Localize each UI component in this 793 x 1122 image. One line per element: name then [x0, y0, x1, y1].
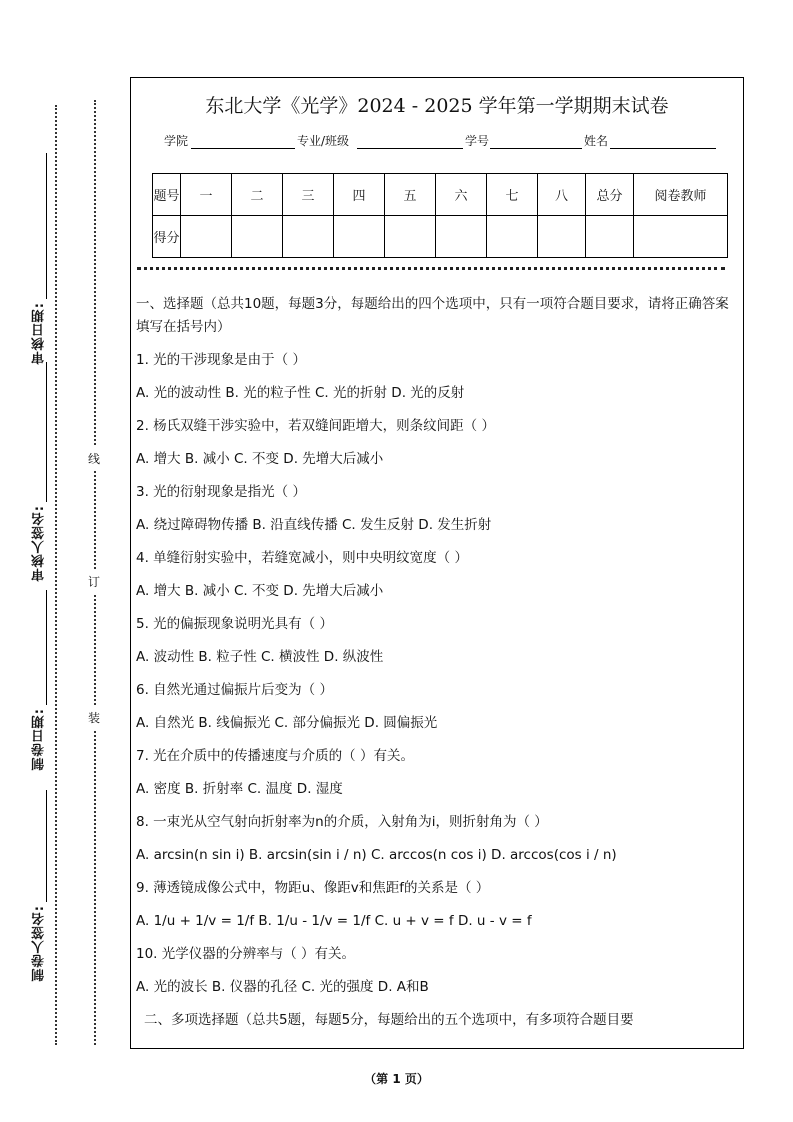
question-10-options: A. 光的波长 B. 仪器的孔径 C. 光的强度 D. A和B [136, 979, 429, 995]
major-label: 专业/班级 [297, 134, 350, 148]
name-field[interactable] [610, 148, 716, 149]
section1-heading: 一、选择题（总共10题，每题3分，每题给出的四个选项中，只有一项符合题目要求，请将正确答案填写在括号内） [136, 296, 729, 335]
col-1: 一 [181, 174, 232, 216]
college-label: 学院 [164, 134, 189, 148]
make-date-label: 制卷日期: [32, 708, 47, 771]
binding-char-order: 订 [88, 570, 100, 593]
col-7: 七 [487, 174, 538, 216]
make-date-line [46, 590, 47, 705]
outer-dotted-line [55, 105, 57, 1045]
score-table-header-row [153, 174, 728, 216]
score-table-score-row [153, 216, 728, 258]
exam-paper [130, 77, 744, 1049]
question-2-options: A. 增大 B. 减小 C. 不变 D. 先增大后减小 [136, 451, 384, 467]
exam-title: 东北大学《光学》2024 - 2025 学年第一学期期末试卷 [205, 95, 669, 117]
maker-sign-line [46, 790, 47, 902]
question-1-options: A. 光的波动性 B. 光的粒子性 C. 光的折射 D. 光的反射 [136, 385, 465, 401]
col-grader: 阅卷教师 [634, 174, 728, 216]
question-10: 10. 光学仪器的分辨率与（ ）有关。 [136, 946, 356, 962]
student-id-field[interactable] [490, 148, 582, 149]
score-cell[interactable] [334, 216, 385, 258]
col-5: 五 [385, 174, 436, 216]
score-cell[interactable] [436, 216, 487, 258]
score-cell[interactable] [586, 216, 634, 258]
question-5-options: A. 波动性 B. 粒子性 C. 横波性 D. 纵波性 [136, 649, 384, 665]
maker-sign-label: 制卷人签名: [32, 905, 47, 982]
score-cell[interactable] [487, 216, 538, 258]
row-head-score: 得分 [153, 216, 181, 258]
score-cell[interactable] [538, 216, 586, 258]
audit-date-line [46, 153, 47, 299]
score-cell[interactable] [283, 216, 334, 258]
binding-char-line: 线 [88, 447, 100, 470]
question-9: 9. 薄透镜成像公式中，物距u、像距v和焦距f的关系是（ ） [136, 880, 490, 896]
auditor-sign-label: 审核人签名: [32, 505, 47, 582]
exam-body [136, 293, 739, 1042]
col-2: 二 [232, 174, 283, 216]
row-head-number: 题号 [153, 174, 181, 216]
dotted-separator [137, 267, 725, 270]
name-label: 姓名 [584, 134, 609, 148]
question-8-options: A. arcsin(n sin i) B. arcsin(sin i / n) C. arccos(n cos i) D. arccos(cos i / n) [136, 847, 617, 863]
score-cell[interactable] [232, 216, 283, 258]
major-field[interactable] [357, 148, 463, 149]
score-cell[interactable] [385, 216, 436, 258]
binding-char-mount: 装 [88, 706, 100, 729]
question-5: 5. 光的偏振现象说明光具有（ ） [136, 616, 333, 632]
question-6: 6. 自然光通过偏振片后变为（ ） [136, 682, 333, 698]
question-7: 7. 光在介质中的传播速度与介质的（ ）有关。 [136, 748, 414, 764]
audit-date-label: 审核日期: [32, 302, 47, 365]
grader-cell[interactable] [634, 216, 728, 258]
auditor-sign-line [46, 362, 47, 502]
score-cell[interactable] [181, 216, 232, 258]
question-2: 2. 杨氏双缝干涉实验中，若双缝间距增大，则条纹间距（ ） [136, 418, 495, 434]
question-9-options: A. 1/u + 1/v = 1/f B. 1/u - 1/v = 1/f C. u + v = f D. u - v = f [136, 913, 532, 929]
col-3: 三 [283, 174, 334, 216]
page-number: （第 1 页） [364, 1072, 429, 1086]
score-table [152, 173, 728, 258]
question-6-options: A. 自然光 B. 线偏振光 C. 部分偏振光 D. 圆偏振光 [136, 715, 438, 731]
student-id-label: 学号 [465, 134, 490, 148]
question-1: 1. 光的干涉现象是由于（ ） [136, 352, 306, 368]
question-3: 3. 光的衍射现象是指光（ ） [136, 484, 306, 500]
question-3-options: A. 绕过障碍物传播 B. 沿直线传播 C. 发生反射 D. 发生折射 [136, 517, 492, 533]
col-total: 总分 [586, 174, 634, 216]
question-8: 8. 一束光从空气射向折射率为n的介质，入射角为i，则折射角为（ ） [136, 814, 548, 830]
question-4-options: A. 增大 B. 减小 C. 不变 D. 先增大后减小 [136, 583, 384, 599]
question-7-options: A. 密度 B. 折射率 C. 温度 D. 湿度 [136, 781, 343, 797]
col-8: 八 [538, 174, 586, 216]
col-6: 六 [436, 174, 487, 216]
question-4: 4. 单缝衍射实验中，若缝宽减小，则中央明纹宽度（ ） [136, 550, 468, 566]
col-4: 四 [334, 174, 385, 216]
section2-heading: 二、多项选择题（总共5题，每题5分，每题给出的五个选项中，有多项符合题目要 [144, 1012, 634, 1028]
college-field[interactable] [191, 148, 295, 149]
